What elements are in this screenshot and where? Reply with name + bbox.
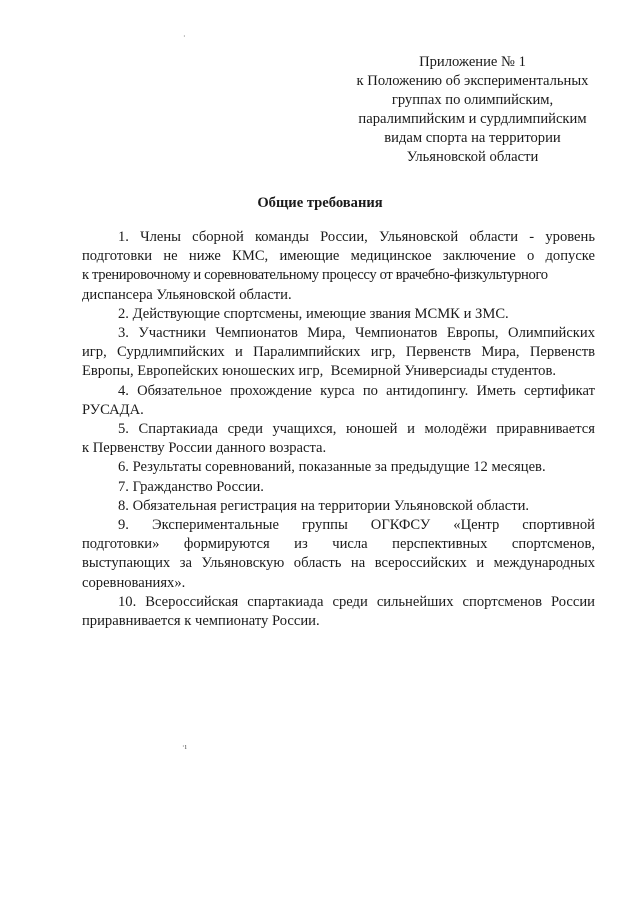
requirement-line: 2. Действующие спортсмены, имеющие звания МСМК и ЗМС. — [118, 305, 509, 322]
requirement-line: 8. Обязательная регистрация на территории Ульяновской области. — [118, 497, 530, 514]
requirement-line: подготовки не ниже КМС, имеющие медицинское заключение о допуске — [82, 248, 595, 265]
requirements-list — [82, 228, 595, 631]
annex-line: к Положению об экспериментальных — [356, 73, 589, 89]
requirement-line: приравнивается к чемпионату России. — [82, 613, 320, 630]
requirement-line: к тренировочному и соревновательному процессу от врачебно-физкультурного — [82, 267, 548, 284]
requirement-line: выступающих за Ульяновскую область на всероссийских и международных — [82, 555, 595, 572]
annex-line: группах по олимпийским, — [391, 92, 554, 108]
annex-line: паралимпийским и сурдлимпийским — [358, 111, 587, 127]
requirement-line: 6. Результаты соревнований, показанные за предыдущие 12 месяцев. — [118, 459, 546, 476]
requirement-item-8 — [82, 497, 595, 516]
requirement-item-5 — [82, 420, 595, 458]
requirement-line: к Первенству России данного возраста. — [82, 440, 327, 457]
requirement-item-1 — [82, 228, 595, 305]
requirement-line: соревнованиях». — [82, 574, 186, 591]
annex-line: видам спорта на территории — [384, 130, 561, 146]
requirement-line: игр, Сурдлимпийских и Паралимпийских игр, Первенств Мира, Первенств — [82, 344, 595, 361]
document-heading: Общие требования — [257, 195, 383, 211]
annex-line: Ульяновской области — [406, 149, 539, 165]
annex-line: Приложение № 1 — [419, 54, 526, 70]
requirement-item-10 — [82, 593, 595, 631]
requirement-item-9 — [82, 516, 595, 593]
requirement-line: 9. Экспериментальные группы ОГКФСУ «Центр спортивной — [118, 517, 595, 534]
requirement-item-2 — [82, 305, 595, 324]
requirement-line: подготовки» формируются из числа перспективных спортсменов, — [82, 536, 595, 553]
requirement-line: 3. Участники Чемпионатов Мира, Чемпионатов Европы, Олимпийских — [118, 325, 595, 342]
requirement-item-6 — [82, 458, 595, 477]
scan-speck: ·ı — [182, 742, 187, 751]
requirement-item-4 — [82, 382, 595, 420]
scan-speck: · — [183, 32, 186, 41]
requirement-line: 1. Члены сборной команды России, Ульяновской области - уровень — [118, 229, 595, 245]
requirement-line: 4. Обязательное прохождение курса по антидопингу. Иметь сертификат — [118, 382, 595, 399]
requirement-line: РУСАДА. — [82, 401, 144, 418]
requirement-item-7 — [82, 478, 595, 497]
requirement-line: 10. Всероссийская спартакиада среди сильнейших спортсменов России — [118, 593, 595, 610]
requirement-line: 5. Спартакиада среди учащихся, юношей и молодёжи приравнивается — [118, 421, 595, 438]
annex-note — [330, 53, 615, 167]
requirement-line: Европы, Европейских юношеских игр, Всемирной Универсиады студентов. — [82, 363, 557, 380]
requirement-line: диспансера Ульяновской области. — [82, 286, 292, 303]
requirement-item-3 — [82, 324, 595, 382]
requirement-line: 7. Гражданство России. — [118, 478, 264, 495]
